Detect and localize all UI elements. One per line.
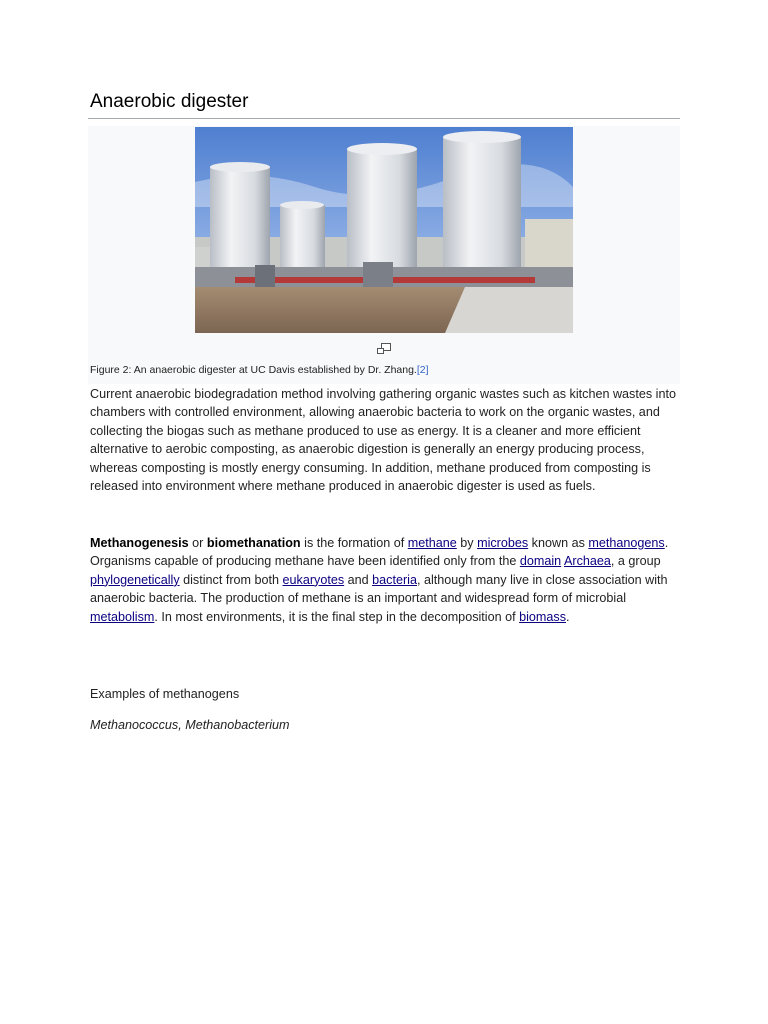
text-span: distinct from both bbox=[179, 572, 283, 587]
link-methanogens[interactable]: methanogens bbox=[588, 536, 665, 550]
figure-box bbox=[88, 126, 680, 384]
paragraph-anaerobic-digestion: Current anaerobic biodegradation method involving gathering organic wastes such as kitchen wastes into chambers with controlled environment, allowing anaerobic bacteria to work on the organic wastes, and collecting the biogas such as methane produced to use as energy. It is a cleaner and more efficient alternative to aerobic composting, as anaerobic digestion is generally an energy producing process, whereas composting is mostly energy consuming. In addition, methane produced from composting is released into environment where methane produced in anaerobic digester is used as fuels. bbox=[90, 387, 676, 494]
paragraph-methanogenesis bbox=[90, 534, 680, 626]
text-span: . Organisms capable of producing methane have been identified only from the bbox=[90, 536, 669, 569]
link-bacteria[interactable]: bacteria bbox=[372, 572, 417, 587]
magnify-clip-icon[interactable] bbox=[377, 343, 391, 354]
link-methane[interactable]: methane bbox=[407, 536, 457, 550]
term-biomethanation: biomethanation bbox=[206, 536, 301, 550]
text-span: is the formation of bbox=[300, 536, 408, 550]
link-phylogenetically[interactable]: phylogenetically bbox=[90, 572, 180, 587]
link-biomass[interactable]: biomass bbox=[519, 609, 566, 624]
text-span: . In most environments, it is the final step in the decomposition of bbox=[154, 609, 520, 624]
link-archaea[interactable]: Archaea bbox=[563, 554, 611, 569]
text-span: by bbox=[456, 536, 478, 550]
link-metabolism[interactable]: metabolism bbox=[90, 609, 155, 624]
text-span: , a group bbox=[610, 554, 661, 569]
link-microbes[interactable]: microbes bbox=[477, 536, 529, 550]
citation-link[interactable]: [2] bbox=[416, 364, 429, 376]
link-domain[interactable]: domain bbox=[519, 554, 562, 569]
section-title: Anaerobic digester bbox=[90, 91, 249, 112]
text-span: , although many live in close association with anaerobic bacteria. The production of methane is an important and widespread form of microbial bbox=[90, 572, 668, 606]
figure-caption bbox=[90, 363, 429, 377]
term-methanogenesis: Methanogenesis bbox=[90, 536, 189, 550]
caption-text: Figure 2: An anaerobic digester at UC Davis established by Dr. Zhang. bbox=[90, 364, 417, 376]
text-span: or bbox=[188, 536, 207, 550]
examples-list: Methanococcus, Methanobacterium bbox=[90, 718, 290, 732]
digester-photo[interactable] bbox=[195, 127, 573, 333]
text-span: and bbox=[344, 572, 373, 587]
text-span: known as bbox=[528, 536, 589, 550]
link-eukaryotes[interactable]: eukaryotes bbox=[282, 572, 345, 587]
section-heading bbox=[88, 90, 680, 119]
examples-heading: Examples of methanogens bbox=[90, 687, 240, 701]
text-span: . bbox=[566, 609, 570, 624]
